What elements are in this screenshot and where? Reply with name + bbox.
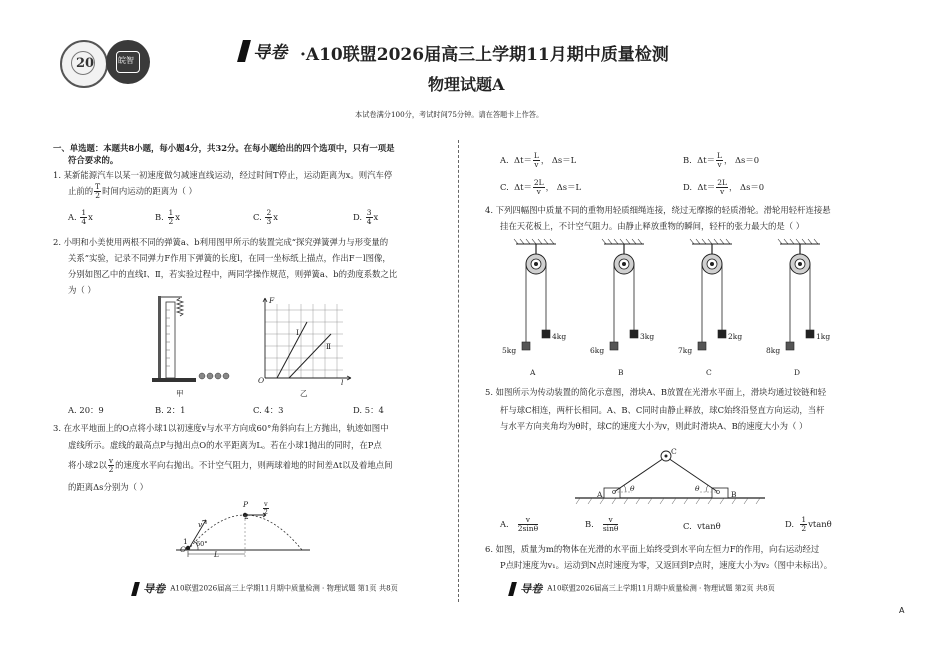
q1-option-d[interactable]: D. $\frac{3}{4}$ x bbox=[353, 208, 379, 226]
q2-figure-jia-label: 甲 bbox=[176, 389, 184, 398]
q2-option-a[interactable]: A. 20：9 bbox=[68, 405, 104, 415]
q4-line1: 4. 下列四幅图中质量不同的重物用轻质细绳连接，绕过无摩擦的轻质滑轮。滑轮用轻杆连接悬 bbox=[485, 205, 831, 215]
q4-d-label[interactable]: D bbox=[794, 368, 801, 377]
q3-fig-o-label: O bbox=[180, 545, 187, 554]
page-corner-mark: A bbox=[899, 606, 905, 615]
q1-option-c[interactable]: C. $\frac{2}{3}$ x bbox=[253, 208, 278, 226]
q5-line3: 与水平方向夹角均为θ时，球C的速度大小为v，则此时滑块A、B的速度大小为（ ） bbox=[500, 421, 808, 431]
q2-figure-graph bbox=[255, 296, 355, 388]
q3-line1: 3. 在水平地面上的O点将小球1以初速度v与水平方向成60°角斜向右上方抛出，轨迹如图中 bbox=[53, 423, 389, 433]
q3-line2: 虚线所示。虚线的最高点P与抛出点O的水平距离为L。若在小球1抛出的同时，在P点 bbox=[68, 440, 382, 450]
q4-b-left-mass: 6kg bbox=[590, 346, 605, 355]
q3-fig-ball2-label: 2 bbox=[244, 512, 249, 521]
page-title: ·A10联盟2026届高三上学期11月期中质量检测 bbox=[300, 45, 669, 65]
q2-option-c[interactable]: C. 4：3 bbox=[253, 405, 284, 415]
q3-option-c[interactable]: C. Δt＝ $\frac{2L}{v}$ ， Δs＝L bbox=[500, 178, 582, 196]
logo-text: 皖智 bbox=[118, 56, 134, 65]
brand-mark bbox=[240, 38, 287, 63]
q4-d-right-mass: 1kg bbox=[816, 332, 831, 341]
q1-line1: 1. 某新能源汽车以某一初速度做匀减速直线运动，经过时间T停止，运动距离为x。则汽车停 bbox=[53, 170, 393, 180]
q3-option-b[interactable]: B. Δt＝ $\frac{L}{v}$ ， Δs＝0 bbox=[683, 151, 760, 169]
school-seal-logo: 20 bbox=[60, 40, 108, 88]
q2-graph-axis-l: l bbox=[341, 378, 344, 387]
q3-line3: 将小球2以 $\frac{v}{2}$ 的速度水平向右抛出。不计空气阻力，则两球着地的时间差Δt以及着地点间 bbox=[68, 456, 393, 474]
q1-option-a[interactable]: A. $\frac{1}{4}$ x bbox=[68, 208, 93, 226]
q5-figure-linkage bbox=[570, 440, 770, 510]
q4-b-right-mass: 3kg bbox=[640, 332, 655, 341]
page-subtitle: 物理试题A bbox=[428, 75, 505, 94]
q5-option-a[interactable]: A. $\frac{v}{2\sin\theta}$ bbox=[500, 515, 539, 533]
brand-text: 导卷 bbox=[253, 43, 288, 63]
q2-line4: 为（ ） bbox=[68, 285, 96, 295]
q5-line1: 5. 如图所示为传动装置的简化示意图，滑块A、B放置在光滑水平面上，滑块均通过铰链和轻 bbox=[485, 387, 827, 397]
brand-slash-icon bbox=[131, 582, 140, 596]
q5-option-c[interactable]: C. vtanθ bbox=[683, 521, 721, 531]
exam-note: 本试卷满分100分，考试时间75分钟。请在答题卡上作答。 bbox=[355, 110, 544, 119]
q2-option-b[interactable]: B. 2：1 bbox=[155, 405, 186, 415]
q4-b-label[interactable]: B bbox=[618, 368, 624, 377]
q3-line4: 的距离Δs分别为（ ） bbox=[68, 482, 149, 492]
q2-option-d[interactable]: D. 5：4 bbox=[353, 405, 384, 415]
q4-a-left-mass: 5kg bbox=[502, 346, 517, 355]
brand-slash-icon bbox=[508, 582, 517, 596]
q1-option-b[interactable]: B. $\frac{1}{2}$ x bbox=[155, 208, 181, 226]
q4-c-left-mass: 7kg bbox=[678, 346, 693, 355]
q5-fig-theta-left: θ bbox=[630, 484, 635, 493]
section-heading: 一、单选题：本题共8小题，每小题4分，共32分。在每小题给出的四个选项中，只有一项是 bbox=[53, 143, 395, 153]
q2-graph-axis-f: F bbox=[269, 296, 275, 305]
q2-graph-line-i: Ⅰ bbox=[296, 328, 299, 337]
q4-pulley-figures bbox=[500, 238, 840, 358]
q4-line2: 挂在天花板上，不计空气阻力。由静止释放重物的瞬间，轻杆的张力最大的是（ ） bbox=[500, 221, 805, 231]
q4-c-label[interactable]: C bbox=[706, 368, 712, 377]
q4-a-right-mass: 4kg bbox=[552, 332, 567, 341]
q4-a-label[interactable]: A bbox=[530, 368, 536, 377]
q5-fig-a-label: A bbox=[597, 490, 603, 499]
section-heading-cont: 符合要求的。 bbox=[68, 155, 119, 165]
q6-line2: P点时速度为v₁。运动到N点时速度为零，又返回到P点时，速度大小为v₂（图中未标出）。 bbox=[500, 560, 833, 570]
q3-fig-v-label: v bbox=[198, 520, 203, 529]
q5-fig-theta-right: θ bbox=[695, 484, 700, 493]
brand-slash-icon bbox=[237, 40, 251, 62]
q6-line1: 6. 如图，质量为m的物体在光滑的水平面上始终受到水平向左恒力F的作用，向右运动经过 bbox=[485, 544, 820, 554]
q4-c-right-mass: 2kg bbox=[728, 332, 743, 341]
q1-fraction: $\frac{T}{2}$ bbox=[95, 182, 101, 200]
q2-figure-apparatus bbox=[150, 292, 230, 388]
q1-line2: 止前的 $\frac{T}{2}$ 时间内运动的距离为（ ） bbox=[68, 182, 197, 200]
q3-option-d[interactable]: D. Δt＝ $\frac{2L}{v}$ ， Δs＝0 bbox=[683, 178, 765, 196]
edu-logo bbox=[106, 40, 150, 84]
q3-fig-ball1-label: 1 bbox=[183, 537, 188, 546]
q5-option-d[interactable]: D. $\frac{1}{2}$ vtanθ bbox=[785, 515, 832, 533]
q3-fig-angle-label: 60° bbox=[196, 540, 208, 548]
q3-fig-v2-label: $\frac{v}{2}$ bbox=[263, 500, 268, 516]
q2-line1: 2. 小明和小美使用两根不同的弹簧a、b利用图甲所示的装置完成“探究弹簧弹力与形变量的 bbox=[53, 237, 389, 247]
footer-left: 导卷 A10联盟2026届高三上学期11月期中质量检测 · 物理试题 第1页 共8页 bbox=[133, 578, 398, 597]
q4-d-left-mass: 8kg bbox=[766, 346, 781, 355]
q5-option-b[interactable]: B. $\frac{v}{\sin\theta}$ bbox=[585, 515, 619, 533]
q3-option-a[interactable]: A. Δt＝ $\frac{L}{v}$ ， Δs＝L bbox=[500, 151, 577, 169]
q2-line3: 分别如图乙中的直线Ⅰ、Ⅱ，若实验过程中，两同学操作规范，则弹簧a、b的劲度系数之比 bbox=[68, 269, 398, 279]
q2-figure-yi-label: 乙 bbox=[300, 389, 308, 398]
column-divider bbox=[458, 140, 459, 602]
q2-line2: 关系”实验，记录不同弹力F作用下弹簧的长度l，在同一坐标纸上描点，作出F－l图像， bbox=[68, 253, 391, 263]
q2-graph-origin: O bbox=[258, 376, 265, 385]
q5-line2: 杆与球C相连，两杆长相同。A、B、C同时由静止释放，球C始终沿竖直方向运动，当杆 bbox=[500, 405, 825, 415]
q3-fig-p-label: P bbox=[243, 500, 249, 509]
footer-right: 导卷 A10联盟2026届高三上学期11月期中质量检测 · 物理试题 第2页 共8页 bbox=[510, 578, 775, 597]
q3-fig-l-label: L bbox=[214, 550, 219, 559]
q2-graph-line-ii: Ⅱ bbox=[326, 342, 332, 351]
q5-fig-c-label: C bbox=[671, 447, 677, 456]
q5-fig-b-label: B bbox=[731, 490, 737, 499]
